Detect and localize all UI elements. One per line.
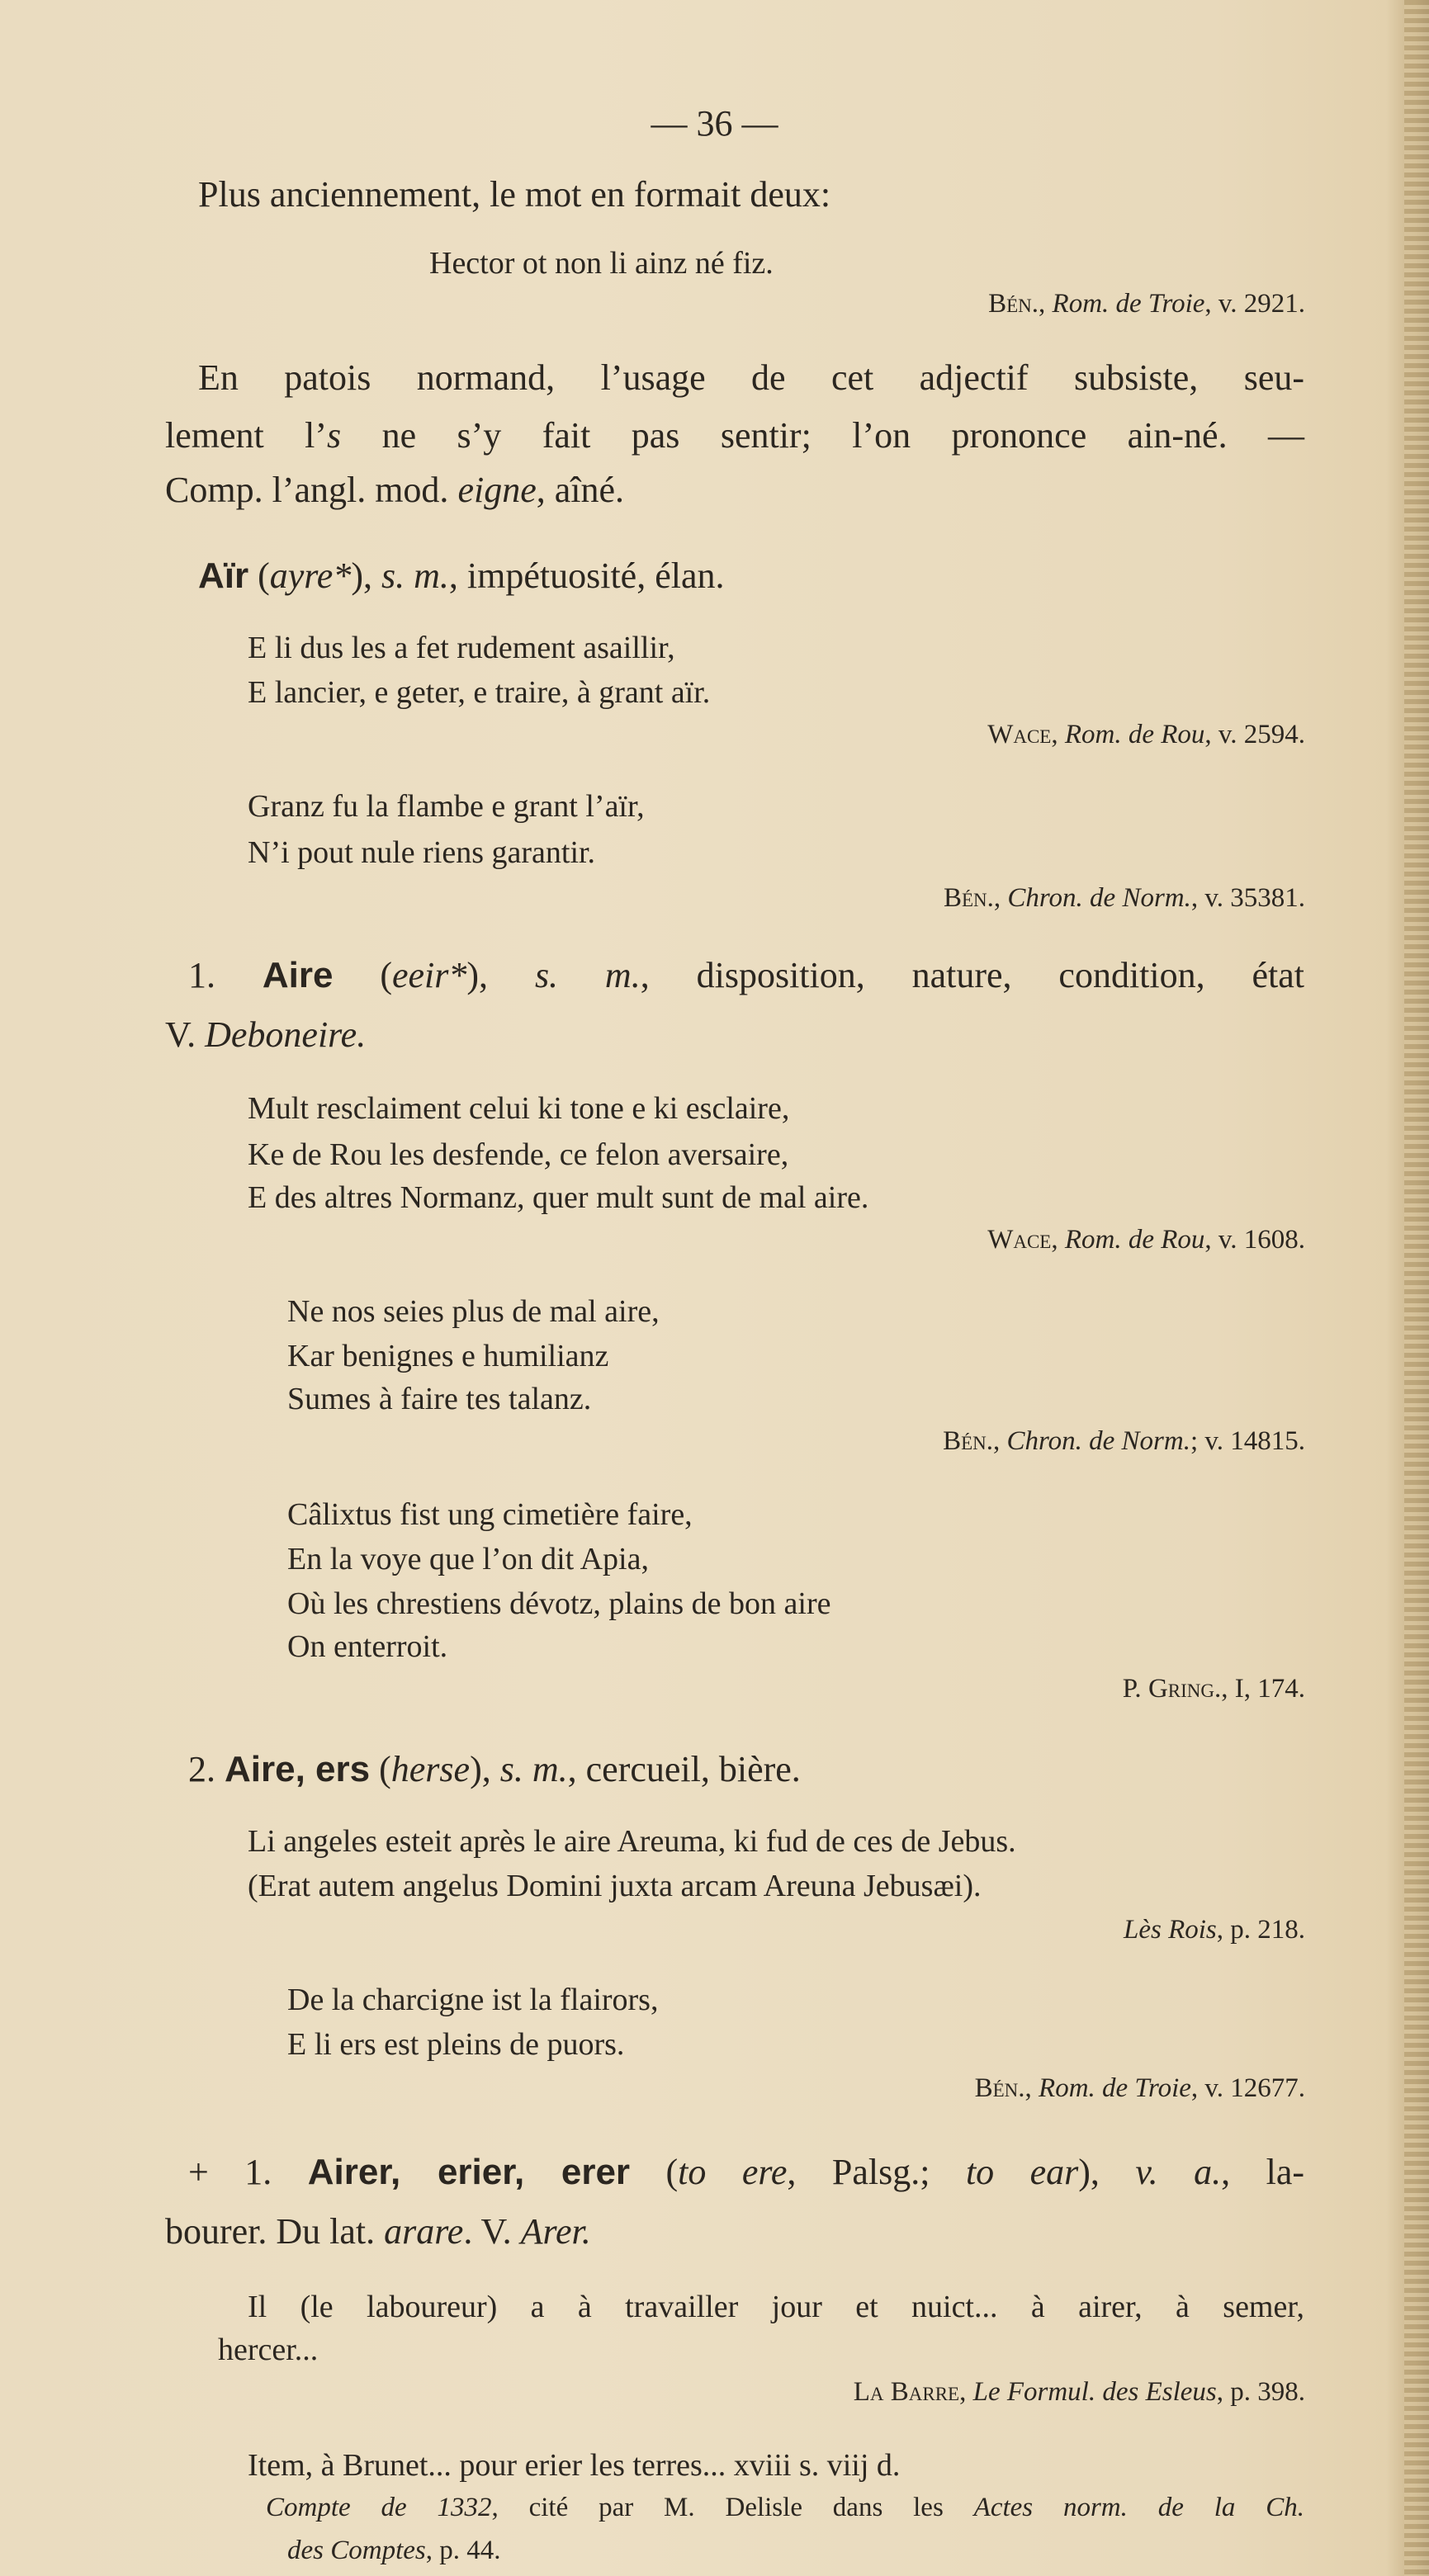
text-segment: V.: [165, 1014, 206, 1055]
text-segment: Kar benignes e humilianz: [287, 1339, 609, 1373]
text-segment: N’i pout nule riens garantir.: [248, 835, 596, 870]
text-segment: (: [630, 2152, 679, 2192]
text-line: [248, 1139, 788, 1170]
text-segment: Hector ot non li ainz né fiz.: [429, 246, 774, 281]
headword: Aire, ers: [225, 1749, 371, 1789]
text-line: [165, 472, 624, 508]
text-segment: , v. 35381.: [1190, 883, 1305, 913]
text-line: [248, 632, 675, 664]
text-segment: (: [333, 955, 392, 995]
text-segment: , Palsg.;: [787, 2152, 966, 2192]
italic-text: Rom. de Troie: [1052, 289, 1205, 319]
text-segment: , v. 2594.: [1204, 720, 1305, 749]
text-segment: , p. 398.: [1216, 2377, 1305, 2407]
citation-line: [987, 1227, 1305, 1254]
text-segment: De la charcigne ist la flairors,: [287, 1983, 659, 2017]
text-segment: , aîné.: [536, 470, 625, 510]
text-line: [287, 1383, 591, 1415]
text-segment: 2.: [188, 1749, 225, 1789]
text-line: [248, 1182, 868, 1213]
text-segment: E lancier, e geter, e traire, à grant aïr.: [248, 675, 711, 710]
italic-text: Chron. de Norm.: [1007, 883, 1191, 913]
italic-text: Arer.: [520, 2211, 591, 2252]
text-segment: Sumes à faire tes talanz.: [287, 1382, 592, 1416]
author-name: Gring.: [1147, 1674, 1222, 1704]
text-segment: Il (le laboureur) a à travailler jour et nuict... à airer, à semer,: [248, 2290, 1304, 2324]
author-name: Bén.: [988, 289, 1039, 319]
italic-text: Compte de 1332: [266, 2493, 492, 2522]
text-line: [188, 1751, 801, 1788]
text-segment: , cité par M. Delisle dans les: [491, 2493, 974, 2522]
citation-line: [1124, 1917, 1305, 1944]
page-edge: [1404, 0, 1429, 2576]
text-segment: ,: [959, 2377, 973, 2407]
text-segment: ne s’y fait pas sentir; l’on prononce ain-né. —: [341, 415, 1305, 456]
text-segment: ,: [1051, 1225, 1065, 1255]
author-name: Bén.: [974, 2073, 1025, 2103]
text-line: [287, 1543, 649, 1575]
text-line: [287, 1588, 830, 1619]
text-segment: ,: [993, 883, 1008, 913]
text-line: [287, 1340, 608, 1372]
text-segment: ),: [1078, 2152, 1136, 2192]
italic-text: eeir*: [392, 955, 467, 995]
text-segment: ,: [993, 1426, 1007, 1456]
text-segment: , p. 44.: [425, 2536, 501, 2565]
italic-text: Lès Rois: [1123, 1915, 1217, 1945]
text-line: [218, 2334, 318, 2366]
text-line: [188, 957, 1304, 994]
text-line: [287, 2537, 501, 2564]
text-line: [198, 555, 725, 596]
text-segment: ; v. 14815.: [1190, 1426, 1305, 1456]
text-segment: (Erat autem angelus Domini juxta arcam Areuna Jebusæi).: [248, 1869, 982, 1903]
text-segment: Câlixtus fist ung cimetière faire,: [287, 1497, 693, 1532]
text-segment: E li ers est pleins de puors.: [287, 2027, 625, 2062]
text-segment: , p. 218.: [1216, 1915, 1305, 1945]
author-name: Wace: [987, 1225, 1052, 1255]
text-segment: P.: [1122, 1674, 1148, 1704]
text-segment: , impétuosité, élan.: [448, 555, 725, 596]
text-line: [248, 837, 595, 868]
text-segment: , disposition, nature, condition, état: [640, 955, 1305, 995]
text-segment: lement l’: [165, 415, 328, 456]
italic-text: s. m.: [499, 1749, 568, 1789]
italic-text: Rom. de Rou: [1064, 1225, 1205, 1255]
text-segment: Granz fu la flambe e grant l’aïr,: [248, 789, 645, 824]
author-name: Bén.: [943, 1426, 993, 1456]
citation-line: [987, 721, 1305, 749]
italic-text: Rom. de Troie: [1039, 2073, 1191, 2103]
text-segment: En patois normand, l’usage de cet adjectif subsiste, seu-: [198, 357, 1304, 398]
text-segment: bourer. Du lat.: [165, 2211, 385, 2252]
text-line: [248, 2450, 900, 2481]
italic-text: s: [327, 415, 342, 456]
citation-line: [975, 2075, 1305, 2102]
italic-text: eigne: [457, 470, 537, 510]
citation-line: [943, 1428, 1305, 1455]
text-segment: Ke de Rou les desfende, ce felon aversaire,: [248, 1137, 789, 1172]
text-segment: ),: [351, 555, 381, 596]
text-line: [287, 1984, 658, 2016]
text-line: [266, 2494, 1304, 2522]
text-segment: En la voye que l’on dit Apia,: [287, 1542, 649, 1576]
text-segment: Mult resclaiment celui ki tone e ki esclaire,: [248, 1091, 790, 1126]
text-segment: (: [370, 1749, 391, 1789]
italic-text: herse: [390, 1749, 471, 1789]
text-line: [198, 174, 831, 215]
italic-text: Rom. de Rou: [1064, 720, 1205, 749]
text-segment: , v. 12677.: [1190, 2073, 1305, 2103]
italic-text: Actes norm. de la Ch.: [973, 2493, 1304, 2522]
italic-text: to ear: [965, 2152, 1079, 2192]
italic-text: s. m.: [381, 555, 449, 596]
text-segment: (: [248, 555, 270, 596]
text-segment: ,: [1039, 289, 1053, 319]
text-line: [198, 357, 1304, 398]
text-segment: Ne nos seies plus de mal aire,: [287, 1294, 660, 1329]
text-segment: hercer...: [218, 2333, 319, 2367]
author-name: La Barre: [853, 2377, 960, 2407]
author-name: Bén.: [944, 883, 994, 913]
text-segment: Où les chrestiens dévotz, plains de bon aire: [287, 1586, 831, 1621]
page-number: — 36 —: [651, 103, 778, 144]
text-segment: ,: [1024, 2073, 1039, 2103]
italic-text: ayre*: [269, 555, 352, 596]
text-segment: . V.: [463, 2211, 521, 2252]
italic-text: des Comptes: [287, 2536, 426, 2565]
text-segment: ),: [466, 955, 535, 995]
text-line: [287, 2029, 624, 2060]
citation-line: [1123, 1676, 1305, 1703]
citation-line: [854, 2379, 1305, 2406]
text-line: [248, 1093, 789, 1124]
text-segment: 1.: [188, 955, 263, 995]
text-line: [248, 1826, 1016, 1857]
text-line: [287, 1631, 447, 1662]
text-segment: , v. 1608.: [1204, 1225, 1305, 1255]
italic-text: Deboneire.: [205, 1014, 367, 1055]
citation-line: [988, 291, 1305, 318]
text-line: [165, 415, 1305, 456]
text-segment: , cercueil, bière.: [567, 1749, 801, 1789]
text-line: [287, 1296, 660, 1327]
text-segment: Item, à Brunet... pour erier les terres... xviii s. viij d.: [248, 2448, 901, 2483]
text-segment: , v. 2921.: [1204, 289, 1305, 319]
text-segment: On enterroit.: [287, 1629, 448, 1664]
text-line: [248, 791, 645, 822]
text-segment: + 1.: [188, 2152, 308, 2192]
author-name: Wace: [987, 720, 1052, 749]
italic-text: arare: [384, 2211, 464, 2252]
italic-text: s. m.: [534, 955, 641, 995]
text-line: [248, 1870, 982, 1902]
text-line: [429, 248, 774, 279]
text-line: [165, 1014, 367, 1055]
text-line: [248, 677, 710, 708]
text-segment: , I, 174.: [1221, 1674, 1305, 1704]
italic-text: Chron. de Norm.: [1006, 1426, 1190, 1456]
italic-text: Le Formul. des Esleus: [972, 2377, 1217, 2407]
text-segment: ,: [1051, 720, 1065, 749]
text-line: [165, 2211, 591, 2252]
text-segment: ),: [470, 1749, 500, 1789]
text-segment: E li dus les a fet rudement asaillir,: [248, 631, 675, 665]
text-segment: Plus anciennement, le mot en formait deux:: [198, 174, 831, 215]
italic-text: v. a.: [1135, 2152, 1222, 2192]
text-segment: , la-: [1221, 2152, 1305, 2192]
text-line: [188, 2154, 1304, 2191]
text-segment: E des altres Normanz, quer mult sunt de mal aire.: [248, 1180, 869, 1215]
text-segment: Comp. l’angl. mod.: [165, 470, 458, 510]
headword: Aire: [262, 955, 334, 995]
text-line: [248, 2291, 1304, 2323]
headword: Aïr: [198, 555, 249, 596]
text-line: [287, 1499, 693, 1530]
italic-text: to ere: [678, 2152, 788, 2192]
headword: Airer, erier, erer: [307, 2152, 631, 2192]
citation-line: [944, 885, 1305, 912]
text-segment: Li angeles esteit après le aire Areuma, ki fud de ces de Jebus.: [248, 1824, 1016, 1859]
